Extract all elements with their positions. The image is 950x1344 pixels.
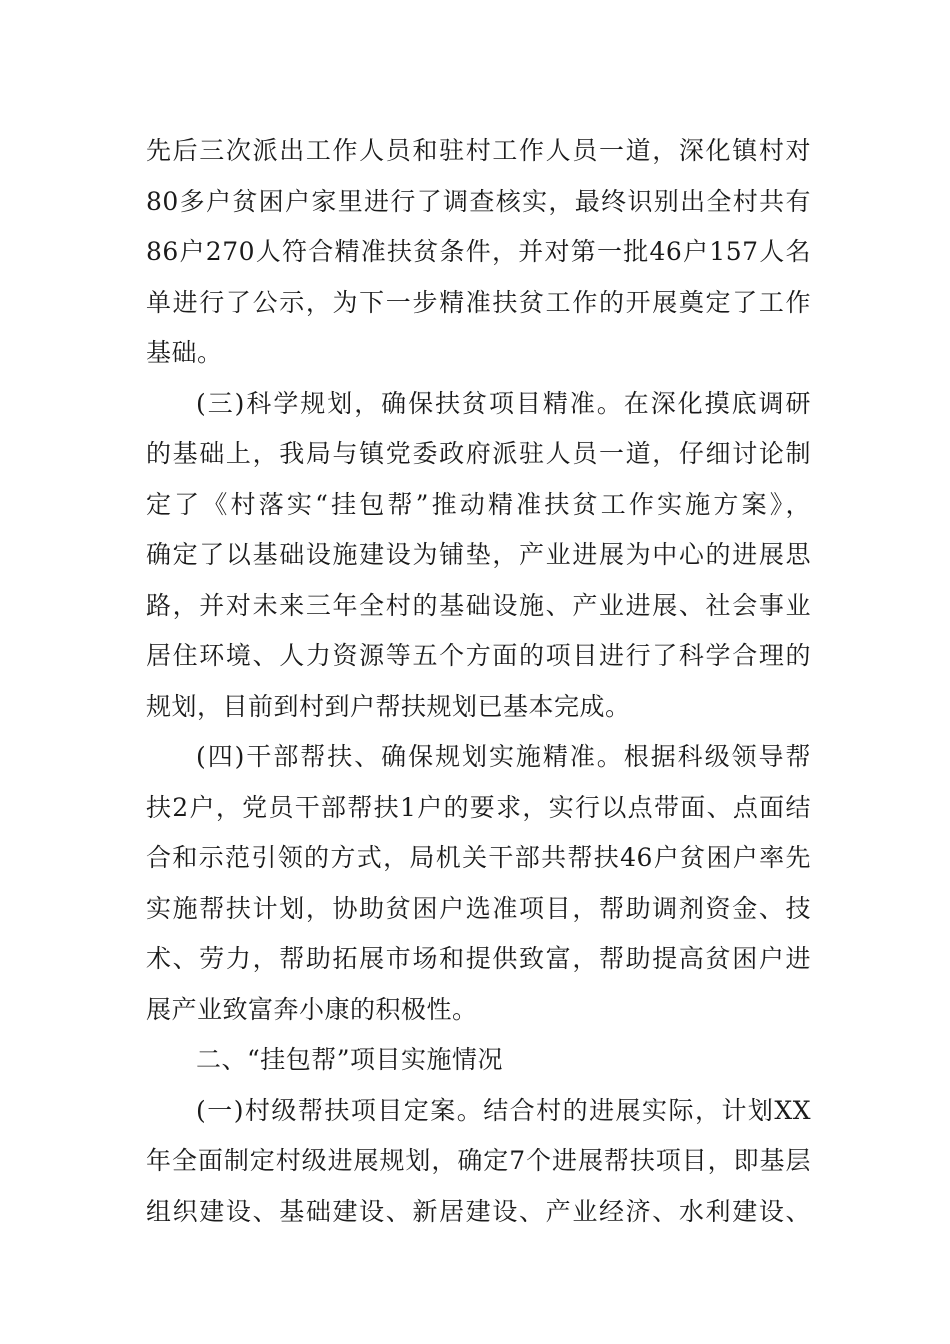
text-line: 单进行了公示，为下一步精准扶贫工作的开展奠定了工作 [146, 287, 811, 317]
text-line: 术、劳力，帮助拓展市场和提供致富，帮助提高贫困户进 [146, 944, 811, 973]
text-line: 定了《村落实“挂包帮”推动精准扶贫工作实施方案》， [146, 489, 811, 519]
text-line: 居住环境、人力资源等五个方面的项目进行了科学合理的 [146, 641, 811, 670]
text-line: 展产业致富奔小康的积极性。 [146, 994, 478, 1024]
text-line: 路，并对未来三年全村的基础设施、产业进展、社会事业 [146, 590, 811, 620]
text-line: 80多户贫困户家里进行了调查核实，最终识别出全村共有 [146, 186, 811, 216]
text-line: 扶2户，党员干部帮扶1户的要求，实行以点带面、点面结 [146, 792, 811, 822]
body-text [146, 126, 811, 1237]
text-line: 二、“挂包帮”项目实施情况 [196, 1045, 504, 1074]
text-line: 先后三次派出工作人员和驻村工作人员一道，深化镇村对 [146, 136, 811, 165]
text-line: 确定了以基础设施建设为铺垫，产业进展为中心的进展思 [146, 540, 811, 569]
text-line: 年全面制定村级进展规划，确定7个进展帮扶项目，即基层 [146, 1146, 811, 1175]
text-line: (四)干部帮扶、确保规划实施精准。根据科级领导帮 [196, 742, 811, 771]
text-line: 的基础上，我局与镇党委政府派驻人员一道，仔细讨论制 [146, 439, 811, 468]
text-line: (三)科学规划，确保扶贫项目精准。在深化摸底调研 [196, 388, 811, 418]
text-line: 规划，目前到村到户帮扶规划已基本完成。 [146, 691, 631, 721]
text-line: 实施帮扶计划，协助贫困户选准项目，帮助调剂资金、技 [146, 893, 811, 923]
text-line: 基础。 [146, 338, 223, 367]
text-line: (一)村级帮扶项目定案。结合村的进展实际，计划XX [196, 1095, 811, 1125]
text-line: 组织建设、基础建设、新居建设、产业经济、水利建设、 [146, 1196, 811, 1226]
text-line: 合和示范引领的方式，局机关干部共帮扶46户贫困户率先 [146, 843, 811, 872]
text-line: 86户270人符合精准扶贫条件，并对第一批46户157人名 [146, 237, 811, 266]
